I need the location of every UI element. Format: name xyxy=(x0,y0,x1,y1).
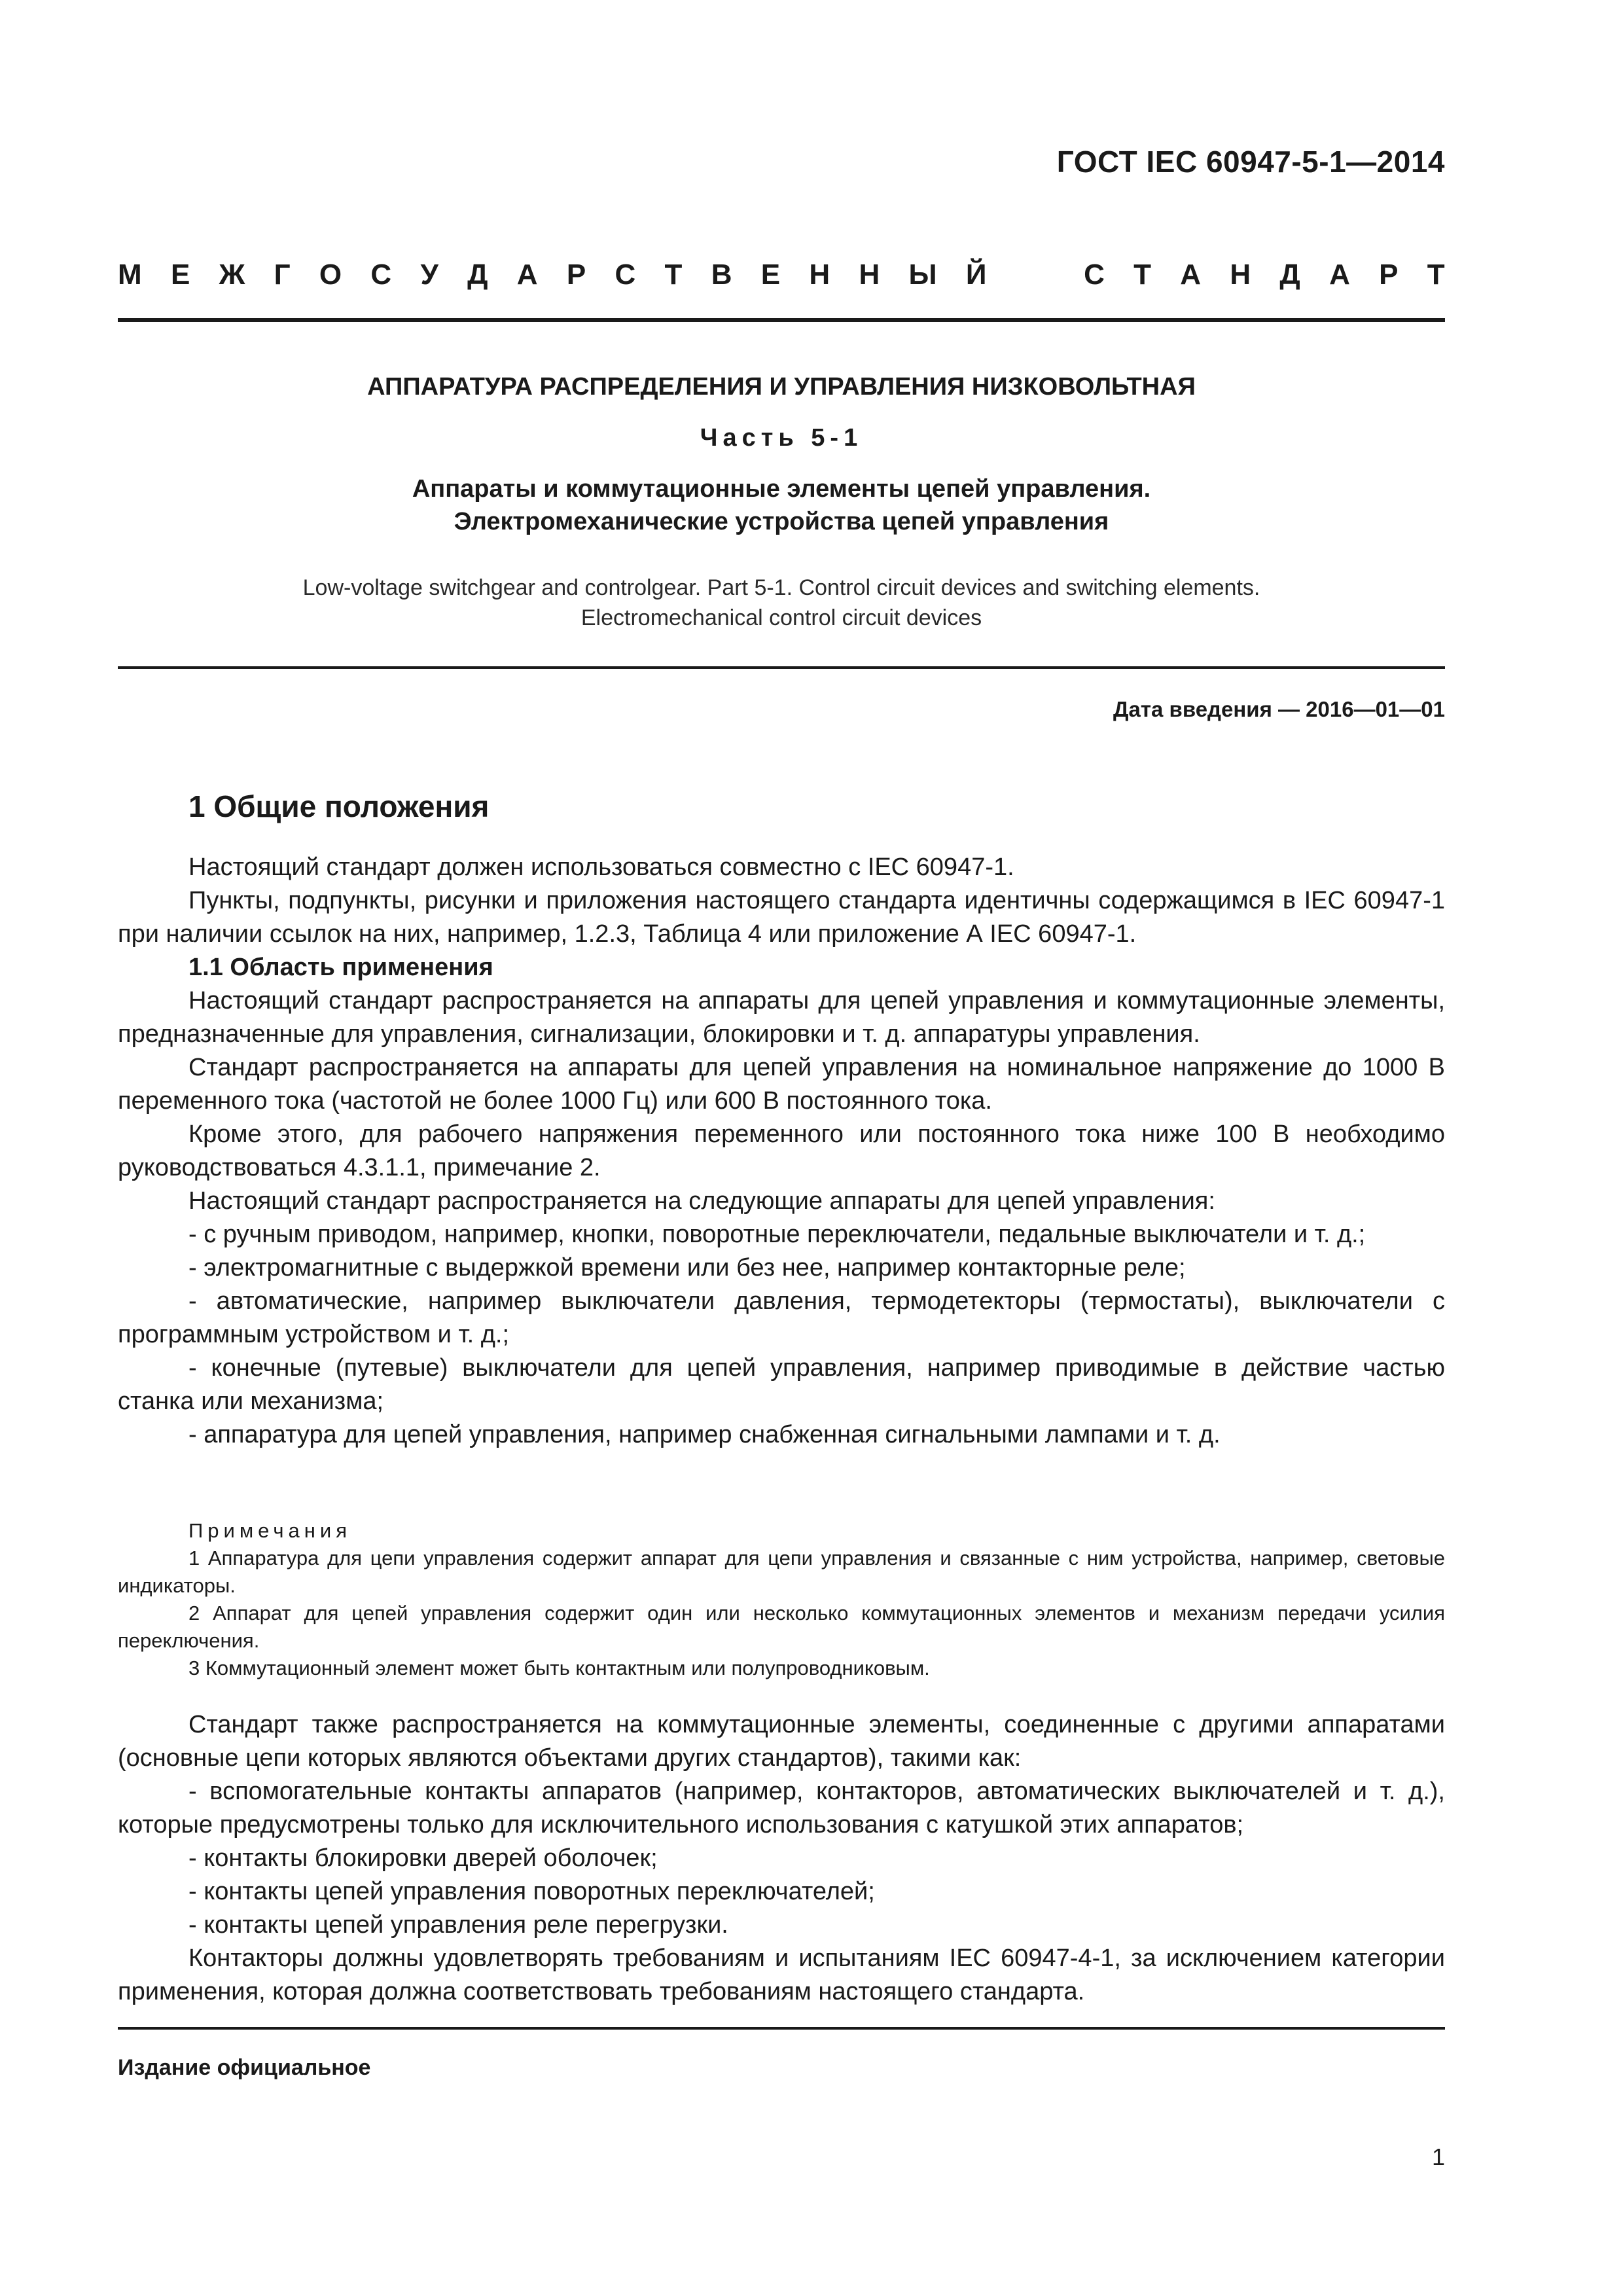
english-title-line: Electromechanical control circuit devices xyxy=(580,605,982,630)
banner-letter: Д xyxy=(1279,259,1300,291)
list-item: - аппаратура для цепей управления, например снабженная сигнальными лампами и т. д. xyxy=(188,1421,1221,1448)
section-body-continued xyxy=(118,1708,1445,2009)
banner-letter: М xyxy=(118,259,142,291)
banner-letter: А xyxy=(1180,259,1202,291)
paragraph: Стандарт распространяется на аппараты для цепей управления на номинальное напряжение до 1000 В переменного тока (частотой не более 1000 Гц) или 600 В постоянного тока. xyxy=(118,1054,1445,1115)
banner-letter: О xyxy=(319,259,342,291)
banner-letter: А xyxy=(516,259,538,291)
page-number: 1 xyxy=(1431,2144,1445,2170)
list-item: - автоматические, например выключатели давления, термодетекторы (термостаты), выключатели с программным устройством и т. д.; xyxy=(118,1287,1445,1348)
notes-heading: Примечания xyxy=(188,1519,351,1542)
banner-letter: А xyxy=(1329,259,1350,291)
banner-letter: Е xyxy=(760,259,781,291)
paragraph: Стандарт также распространяется на коммутационные элементы, соединенные с другими аппаратами (основные цепи которых являются объектами других стандартов), такими как: xyxy=(118,1711,1445,1772)
part-label: Часть 5-1 xyxy=(700,424,863,452)
banner-letter: Г xyxy=(274,259,291,291)
note-item: 1 Аппаратура для цепи управления содержит аппарат для цепи управления и связанные с ним устройства, например, световые индикаторы. xyxy=(118,1547,1445,1597)
subsection-heading: 1.1 Область применения xyxy=(188,954,493,981)
banner-letter: Р xyxy=(566,259,586,291)
notes-block xyxy=(118,1517,1445,1682)
banner-letter: Р xyxy=(1379,259,1399,291)
banner-letter: С xyxy=(370,259,392,291)
list-item: - контакты цепей управления поворотных переключателей; xyxy=(188,1878,875,1905)
paragraph: Кроме этого, для рабочего напряжения переменного или постоянного тока ниже 100 В необходимо руководствоваться 4.3.1.1, примечание 2. xyxy=(118,1121,1445,1181)
paragraph: Контакторы должны удовлетворять требованиям и испытаниям IEC 60947-4-1, за исключением категории применения, которая должна соответствовать требованиям настоящего стандарта. xyxy=(118,1945,1445,2005)
title-divider xyxy=(118,666,1445,669)
banner-letter: Т xyxy=(1427,259,1445,291)
english-title-line: Low-voltage switchgear and controlgear. Part 5-1. Control circuit devices and switching elements. xyxy=(302,575,1260,600)
paragraph: Настоящий стандарт распространяется на следующие аппараты для цепей управления: xyxy=(188,1187,1215,1215)
document-title: АППАРАТУРА РАСПРЕДЕЛЕНИЯ И УПРАВЛЕНИЯ НИЗКОВОЛЬТНАЯ xyxy=(367,373,1196,401)
english-title xyxy=(118,573,1445,633)
official-edition-label: Издание официальное xyxy=(118,2055,371,2080)
banner-letter: Н xyxy=(859,259,880,291)
footer-divider xyxy=(118,2027,1445,2030)
paragraph: Пункты, подпункты, рисунки и приложения настоящего стандарта идентичны содержащимся в IEC 60947-1 при наличии ссылок на них, например, 1.2.3, Таблица 4 или приложение А IEC 60947-1. xyxy=(118,887,1445,948)
section-heading: 1 Общие положения xyxy=(188,789,490,823)
subtitle-line: Электромеханические устройства цепей управления xyxy=(454,508,1109,535)
subtitle-line: Аппараты и коммутационные элементы цепей управления. xyxy=(412,475,1151,503)
banner-letter: Т xyxy=(664,259,683,291)
banner-word-gap xyxy=(1016,259,1055,291)
interstate-standard-banner xyxy=(118,259,1445,291)
section-body xyxy=(118,851,1445,1452)
list-item: - с ручным приводом, например, кнопки, поворотные переключатели, педальные выключатели и т. д.; xyxy=(188,1221,1366,1248)
header-divider xyxy=(118,318,1445,322)
paragraph: Настоящий стандарт должен использоваться совместно с IEC 60947-1. xyxy=(188,853,1014,881)
introduction-date: Дата введения — 2016—01—01 xyxy=(1113,697,1445,721)
list-item: - вспомогательные контакты аппаратов (например, контакторов, автоматических выключателей и т. д.), которые предусмотрены только для исключительного использования с катушкой этих аппаратов; xyxy=(118,1778,1445,1839)
banner-letter: Д xyxy=(467,259,488,291)
note-item: 2 Аппарат для цепей управления содержит один или несколько коммутационных элементов и механизм передачи усилия переключения. xyxy=(118,1602,1445,1652)
paragraph: Настоящий стандарт распространяется на аппараты для цепей управления и коммутационные элементы, предназначенные для управления, сигнализации, блокировки и т. д. аппаратуры управления. xyxy=(118,987,1445,1048)
banner-letter: С xyxy=(615,259,636,291)
banner-letter: В xyxy=(711,259,732,291)
document-subtitle xyxy=(118,473,1445,538)
standard-number: ГОСТ IEC 60947-5-1—2014 xyxy=(1056,145,1445,179)
banner-letter: Е xyxy=(170,259,190,291)
list-item: - электромагнитные с выдержкой времени или без нее, например контакторные реле; xyxy=(188,1254,1186,1282)
list-item: - контакты блокировки дверей оболочек; xyxy=(188,1844,658,1872)
banner-letter: Ы xyxy=(908,259,937,291)
list-item: - контакты цепей управления реле перегрузки. xyxy=(188,1911,728,1939)
list-item: - конечные (путевые) выключатели для цепей управления, например приводимые в действие частью станка или механизма; xyxy=(118,1354,1445,1415)
banner-letter: Ж xyxy=(219,259,245,291)
banner-letter: Н xyxy=(809,259,830,291)
banner-letter: Н xyxy=(1230,259,1251,291)
banner-letter: С xyxy=(1084,259,1105,291)
banner-letter: Й xyxy=(965,259,987,291)
banner-letter: У xyxy=(420,259,438,291)
banner-letter: Т xyxy=(1133,259,1152,291)
note-item: 3 Коммутационный элемент может быть контактным или полупроводниковым. xyxy=(188,1657,930,1679)
